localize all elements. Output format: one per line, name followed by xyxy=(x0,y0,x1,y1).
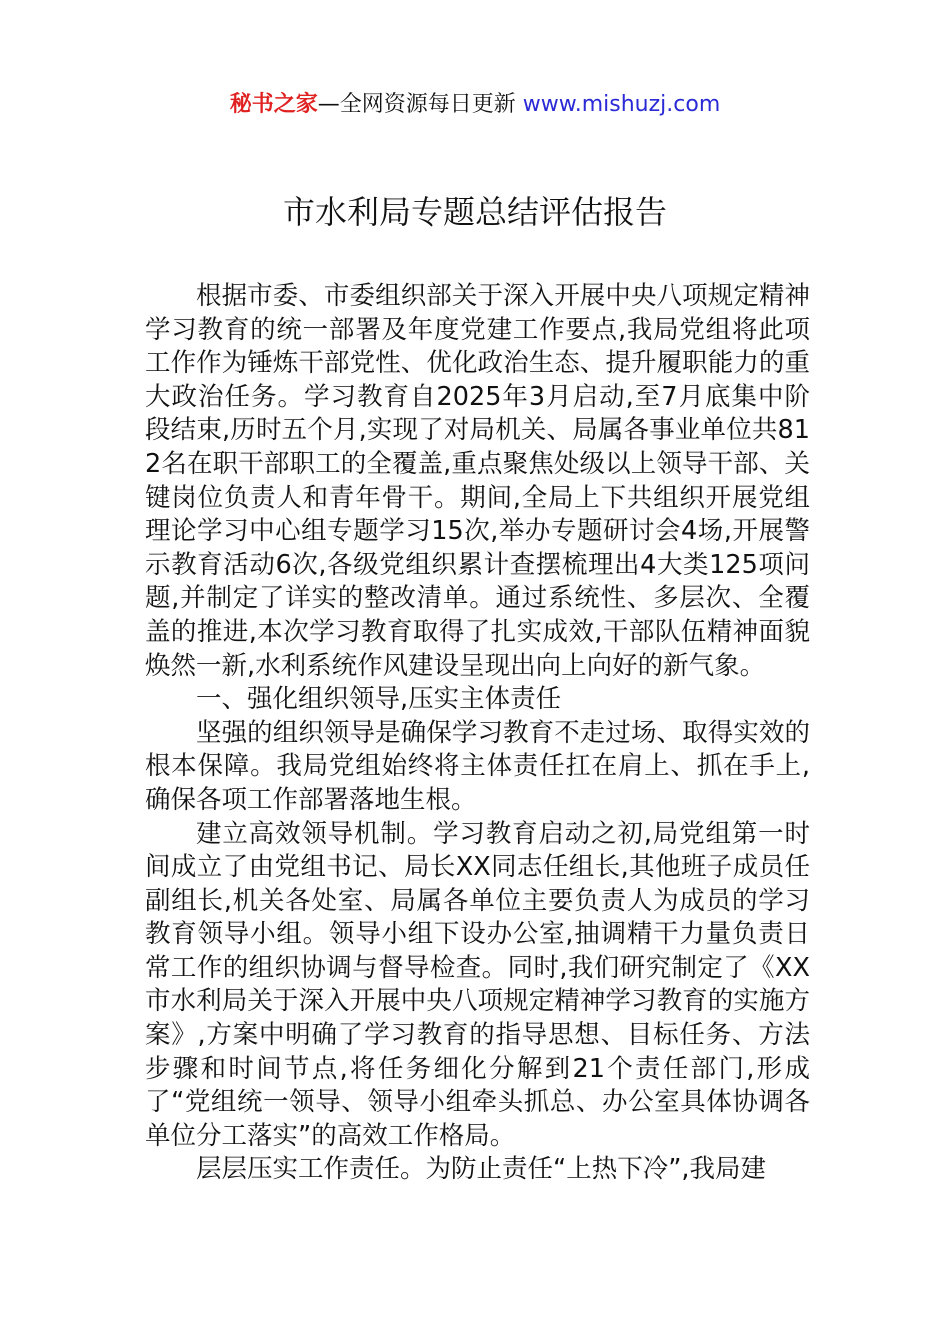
document-title: 市水利局专题总结评估报告 xyxy=(282,193,667,231)
body-paragraph: 层层压实工作责任。为防止责任“上热下冷”,我局建 xyxy=(196,1154,767,1185)
body-paragraph: 坚强的组织领导是确保学习教育不走过场、取得实效的根本保障。我局党组始终将主体责任扛在肩上、抓在手上,确保各项工作部署落地生根。 xyxy=(145,717,810,815)
site-url-link[interactable]: www.mishuzj.com xyxy=(522,92,721,117)
header-tagline: —全网资源每日更新 xyxy=(317,92,516,117)
section-heading: 一、强化组织领导,压实主体责任 xyxy=(196,684,562,715)
intro-paragraph: 根据市委、市委组织部关于深入开展中央八项规定精神学习教育的统一部署及年度党建工作要点,我局党组将此项工作作为锤炼干部党性、优化政治生态、提升履职能力的重大政治任务。学习教育自2025年3月启动,至7月底集中阶段结束,历时五个月,实现了对局机关、局属各事业单位共812名在职干部职工的全覆盖,重点聚焦处级以上领导干部、关键岗位负责人和青年骨干。期间,全局上下共组织开展党组理论学习中心组专题学习15次,举办专题研讨会4场,开展警示教育活动6次,各级党组织累计查摆梳理出4大类125项问题,并制定了详实的整改清单。通过系统性、多层次、全覆盖的推进,本次学习教育取得了扎实成效,干部队伍精神面貌焕然一新,水利系统作风建设呈现出向上向好的新气象。 xyxy=(145,281,810,681)
document-body xyxy=(145,280,810,1187)
brand-name: 秘书之家 xyxy=(229,92,318,117)
site-header xyxy=(0,88,950,122)
body-paragraph: 建立高效领导机制。学习教育启动之初,局党组第一时间成立了由党组书记、局长XX同志任组长,其他班子成员任副组长,机关各处室、局属各单位主要负责人为成员的学习教育领导小组。领导小组下设办公室,抽调精干力量负责日常工作的组织协调与督导检查。同时,我们研究制定了《XX市水利局关于深入开展中央八项规定精神学习教育的实施方案》,方案中明确了学习教育的指导思想、目标任务、方法步骤和时间节点,将任务细化分解到21个责任部门,形成了“党组统一领导、领导小组牵头抓总、办公室具体协调各单位分工落实”的高效工作格局。 xyxy=(145,818,810,1151)
